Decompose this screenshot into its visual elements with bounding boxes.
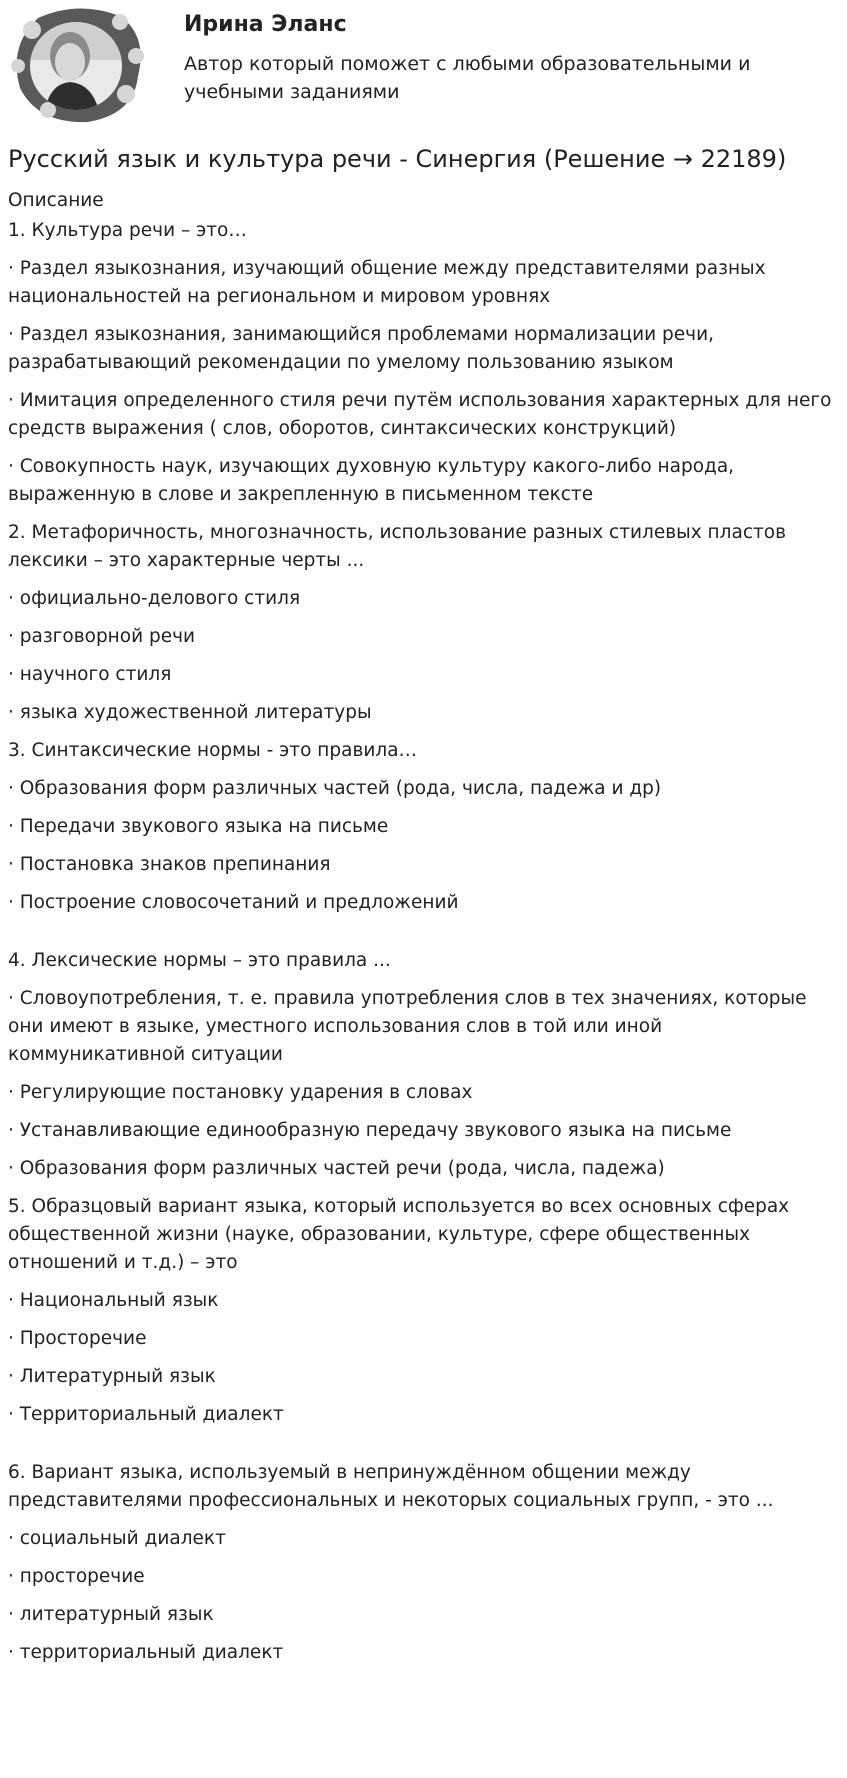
author-header bbox=[0, 0, 847, 140]
author-description: Автор который поможет с любыми образовательными и учебными заданиями bbox=[184, 53, 751, 103]
answer-option: · Совокупность наук, изучающих духовную культуру какого-либо народа, выраженную в слове и закрепленную в письменном тексте bbox=[8, 456, 735, 505]
answer-option: · Национальный язык bbox=[8, 1290, 219, 1311]
answer-option: · официально-делового стиля bbox=[8, 588, 301, 609]
section-label: Описание bbox=[8, 190, 104, 211]
question-1: 1. Культура речи – это… bbox=[8, 220, 247, 241]
answer-option: · территориальный диалект bbox=[8, 1642, 284, 1663]
answer-option: · Раздел языкознания, изучающий общение между представителями разных национальностей на региональном и мировом уровнях bbox=[8, 258, 766, 307]
answer-option: · Образования форм различных частей (рода, числа, падежа и др) bbox=[8, 778, 662, 799]
answer-option: · Построение словосочетаний и предложений bbox=[8, 892, 459, 913]
answer-option: · Раздел языкознания, занимающийся проблемами нормализации речи, разрабатывающий рекомендации по умелому пользованию языком bbox=[8, 324, 714, 373]
answer-option: · Просторечие bbox=[8, 1328, 147, 1349]
answer-option: · Имитация определенного стиля речи путём использования характерных для него средств выражения ( слов, оборотов, синтаксических конструкций) bbox=[8, 390, 832, 439]
answer-option: · Регулирующие постановку ударения в словах bbox=[8, 1082, 473, 1103]
answer-option: · Территориальный диалект bbox=[8, 1404, 284, 1425]
answer-option: · языка художественной литературы bbox=[8, 702, 372, 723]
question-5: 5. Образцовый вариант языка, который используется во всех основных сферах общественной жизни (науке, образовании, культуре, сфере общественных отношений и т.д.) – это bbox=[8, 1196, 790, 1273]
document-title: Русский язык и культура речи - Синергия (Решение → 22189) bbox=[8, 145, 787, 173]
question-6: 6. Вариант языка, используемый в непринуждённом общении между представителями профессиональных и некоторых социальных групп, - это ... bbox=[8, 1462, 774, 1511]
author-avatar bbox=[8, 6, 150, 124]
answer-option: · Литературный язык bbox=[8, 1366, 216, 1387]
answer-option: · просторечие bbox=[8, 1566, 145, 1587]
answer-option: · социальный диалект bbox=[8, 1528, 226, 1549]
answer-option: · разговорной речи bbox=[8, 626, 196, 647]
answer-option: · Устанавливающие единообразную передачу звукового языка на письме bbox=[8, 1120, 732, 1141]
document-body bbox=[8, 187, 838, 1677]
answer-option: · Образования форм различных частей речи (рода, числа, падежа) bbox=[8, 1158, 665, 1179]
answer-option: · Словоупотребления, т. е. правила употребления слов в тех значениях, которые они имеют в языке, уместного использования слов в той или иной коммуникативной ситуации bbox=[8, 988, 807, 1065]
answer-option: · научного стиля bbox=[8, 664, 172, 685]
question-2: 2. Метафоричность, многозначность, использование разных стилевых пластов лексики – это характерные черты ... bbox=[8, 522, 786, 571]
answer-option: · литературный язык bbox=[8, 1604, 214, 1625]
question-3: 3. Синтаксические нормы - это правила… bbox=[8, 740, 418, 761]
author-name: Ирина Эланс bbox=[184, 12, 347, 37]
answer-option: · Передачи звукового языка на письме bbox=[8, 816, 389, 837]
question-4: 4. Лексические нормы – это правила ... bbox=[8, 950, 391, 971]
answer-option: · Постановка знаков препинания bbox=[8, 854, 331, 875]
